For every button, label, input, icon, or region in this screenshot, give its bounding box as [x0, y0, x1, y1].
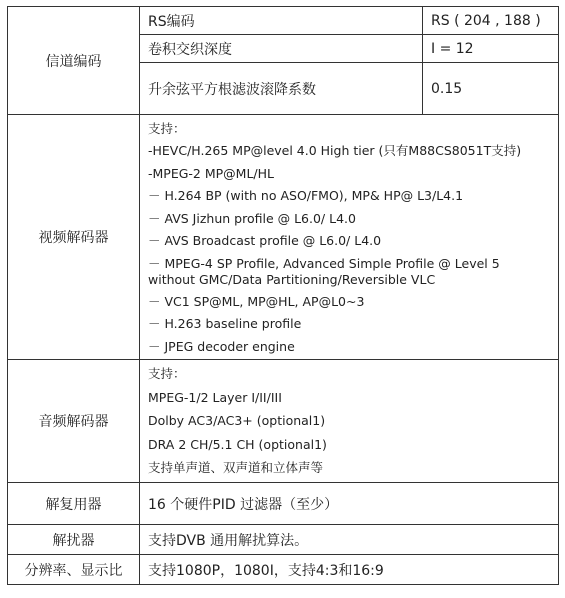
video-decoder-list [148, 116, 550, 359]
video-decoder-cell [140, 115, 559, 360]
resolution-value: 支持1080P，1080I，支持4:3和16:9 [140, 555, 559, 585]
video-line: － VC1 SP@ML, MP@HL, AP@L0~3 [148, 293, 365, 309]
interleave-depth-name: 卷积交织深度 [140, 35, 423, 63]
audio-decoder-list [148, 362, 550, 480]
video-line: -MPEG-2 MP@ML/HL [148, 165, 275, 181]
video-line: － AVS Broadcast profile @ L6.0/ L4.0 [148, 233, 382, 249]
table-row [8, 115, 559, 360]
rs-coding-name: RS编码 [140, 7, 423, 35]
demux-label: 解复用器 [8, 483, 140, 525]
audio-line: MPEG-1/2 Layer I/II/III [148, 389, 282, 405]
audio-line: 支持： [148, 366, 186, 382]
rolloff-name: 升余弦平方根滤波滚降系数 [140, 63, 423, 115]
channel-coding-label: 信道编码 [8, 7, 140, 115]
table-row [8, 555, 559, 585]
descrambler-value: 支持DVB 通用解扰算法。 [140, 525, 559, 555]
audio-line: Dolby AC3/AC3+ (optional1) [148, 413, 326, 429]
descrambler-label: 解扰器 [8, 525, 140, 555]
audio-decoder-label: 音频解码器 [8, 360, 140, 483]
table-row [8, 525, 559, 555]
demux-value: 16 个硬件PID 过滤器（至少） [140, 483, 559, 525]
video-line: － JPEG decoder engine [148, 338, 295, 354]
table-row [8, 360, 559, 483]
table-row [8, 483, 559, 525]
video-line: － MPEG-4 SP Profile, Advanced Simple Profile @ Level 5 without GMC/Data Partitioning/Reversible VLC [148, 255, 500, 287]
rs-coding-value: RS ( 204 , 188 ) [423, 7, 559, 35]
table-row [8, 7, 559, 35]
video-line: － H.264 BP (with no ASO/FMO), MP& HP@ L3/L4.1 [148, 188, 464, 204]
spec-table [7, 6, 559, 585]
video-line: － H.263 baseline profile [148, 316, 302, 332]
audio-line: DRA 2 CH/5.1 CH (optional1) [148, 436, 327, 452]
video-decoder-label: 视频解码器 [8, 115, 140, 360]
interleave-depth-value: I = 12 [423, 35, 559, 63]
rolloff-value: 0.15 [423, 63, 559, 115]
video-line: － AVS Jizhun profile @ L6.0/ L4.0 [148, 210, 356, 226]
video-line: -HEVC/H.265 MP@level 4.0 High tier (只有M88CS8051T支持) [148, 143, 522, 159]
audio-decoder-cell [140, 360, 559, 483]
resolution-label: 分辨率、显示比 [8, 555, 140, 585]
audio-line: 支持单声道、双声道和立体声等 [148, 460, 324, 476]
video-line: 支持： [148, 120, 186, 136]
